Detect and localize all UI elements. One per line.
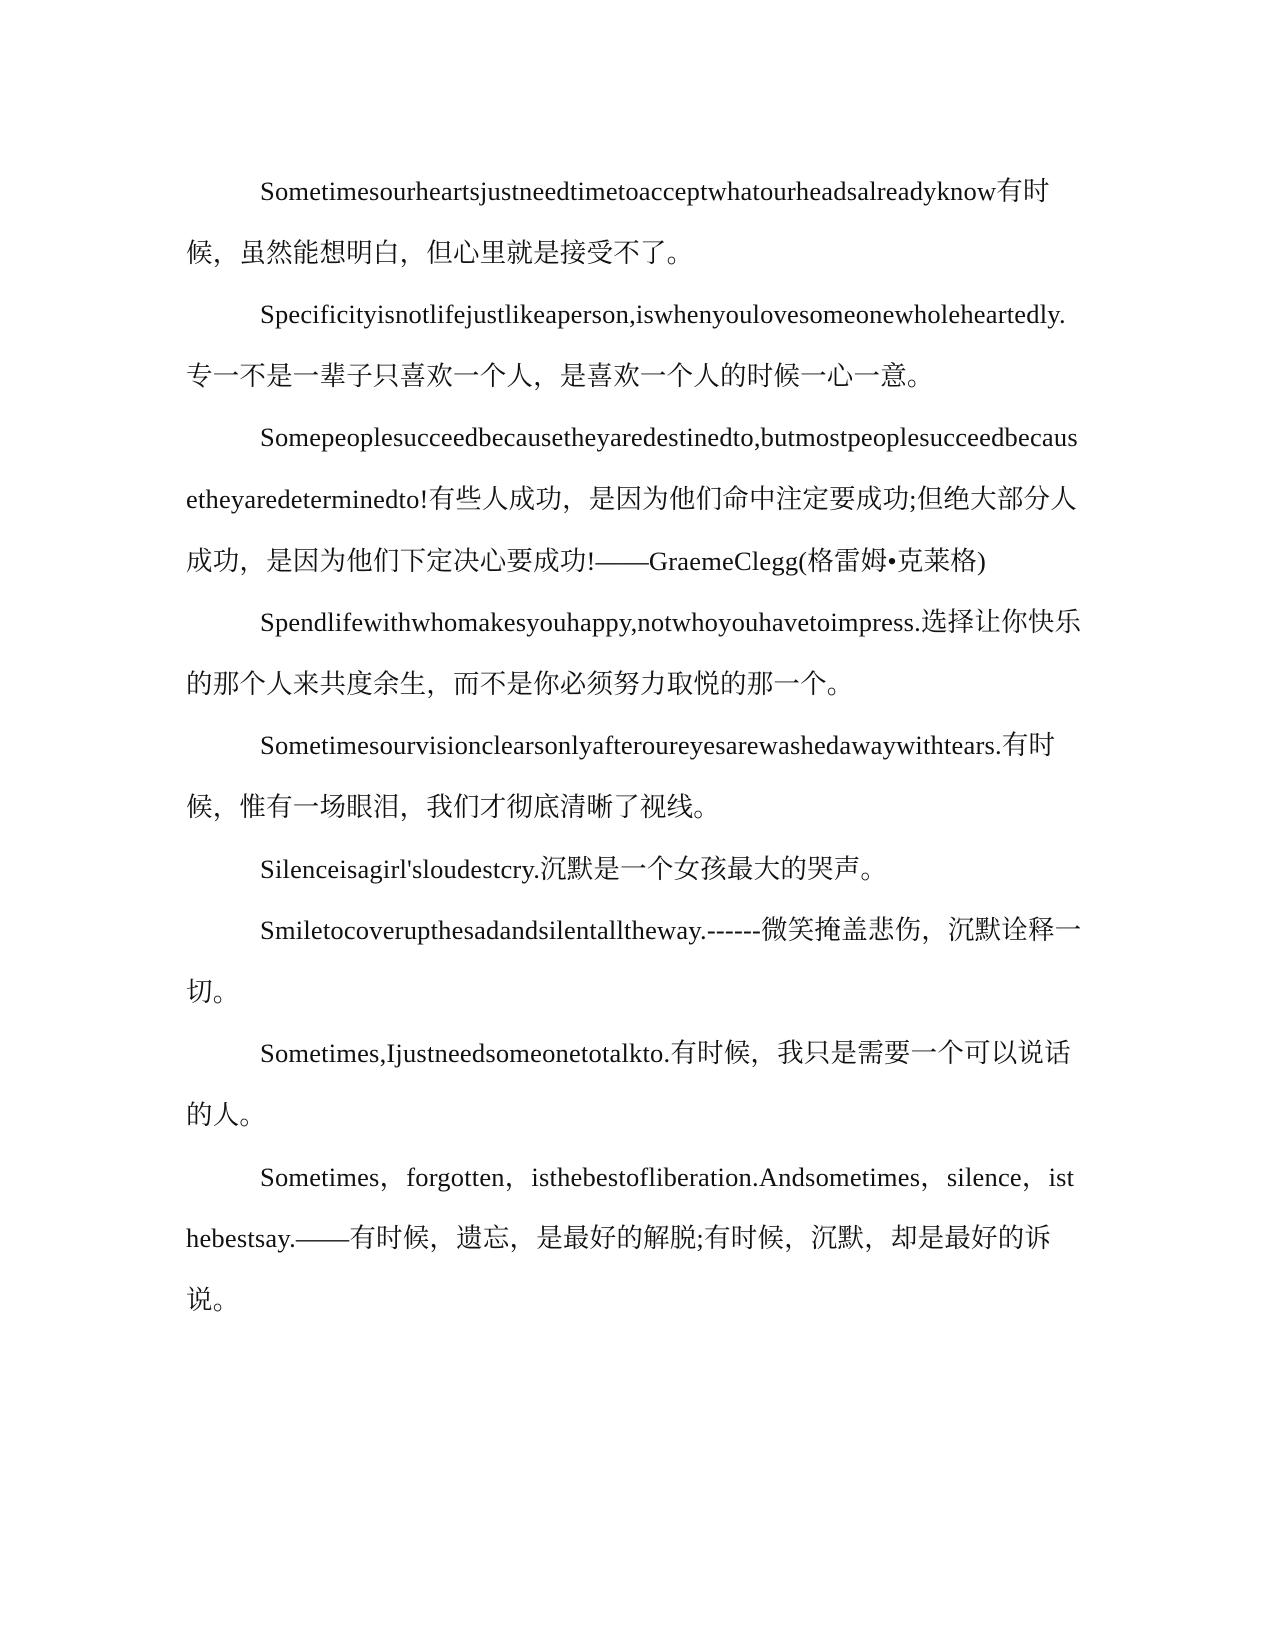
paragraph: Somepeoplesucceedbecausetheyaredestinedto,butmostpeoplesucceedbecausetheyaredeterminedto!有些人成功，是因为他们命中注定要成功;但绝大部分人成功，是因为他们下定决心要成功!——GraemeClegg(格雷姆•克莱格)	[186, 422, 1078, 576]
document-body	[186, 161, 1082, 1331]
paragraph: Sometimes,Ijustneedsomeonetotalkto.有时候，我只是需要一个可以说话的人。	[186, 1038, 1071, 1130]
paragraph: Specificityisnotlifejustlikeaperson,iswhenyoulovesomeonewholeheartedly.专一不是一辈子只喜欢一个人，是喜欢一个人的时候一心一意。	[186, 299, 1066, 391]
paragraph: Sometimesourheartsjustneedtimetoacceptwhatourheadsalreadyknow有时候，虽然能想明白，但心里就是接受不了。	[186, 176, 1050, 268]
paragraph: Smiletocoverupthesadandsilentalltheway.------微笑掩盖悲伤，沉默诠释一切。	[186, 915, 1082, 1007]
paragraph: Silenceisagirl'sloudestcry.沉默是一个女孩最大的哭声。	[260, 853, 888, 884]
paragraph: Sometimesourvisionclearsonlyafteroureyesarewashedawaywithtears.有时候，惟有一场眼泪，我们才彻底清晰了视线。	[186, 730, 1056, 822]
paragraph: Sometimes，forgotten，isthebestofliberation.Andsometimes，silence，isthebestsay.——有时候，遗忘，是最好的解脱;有时候，沉默，却是最好的诉说。	[186, 1161, 1075, 1315]
paragraph: Spendlifewithwhomakesyouhappy,notwhoyouhavetoimpress.选择让你快乐的那个人来共度余生，而不是你必须努力取悦的那一个。	[186, 607, 1082, 699]
